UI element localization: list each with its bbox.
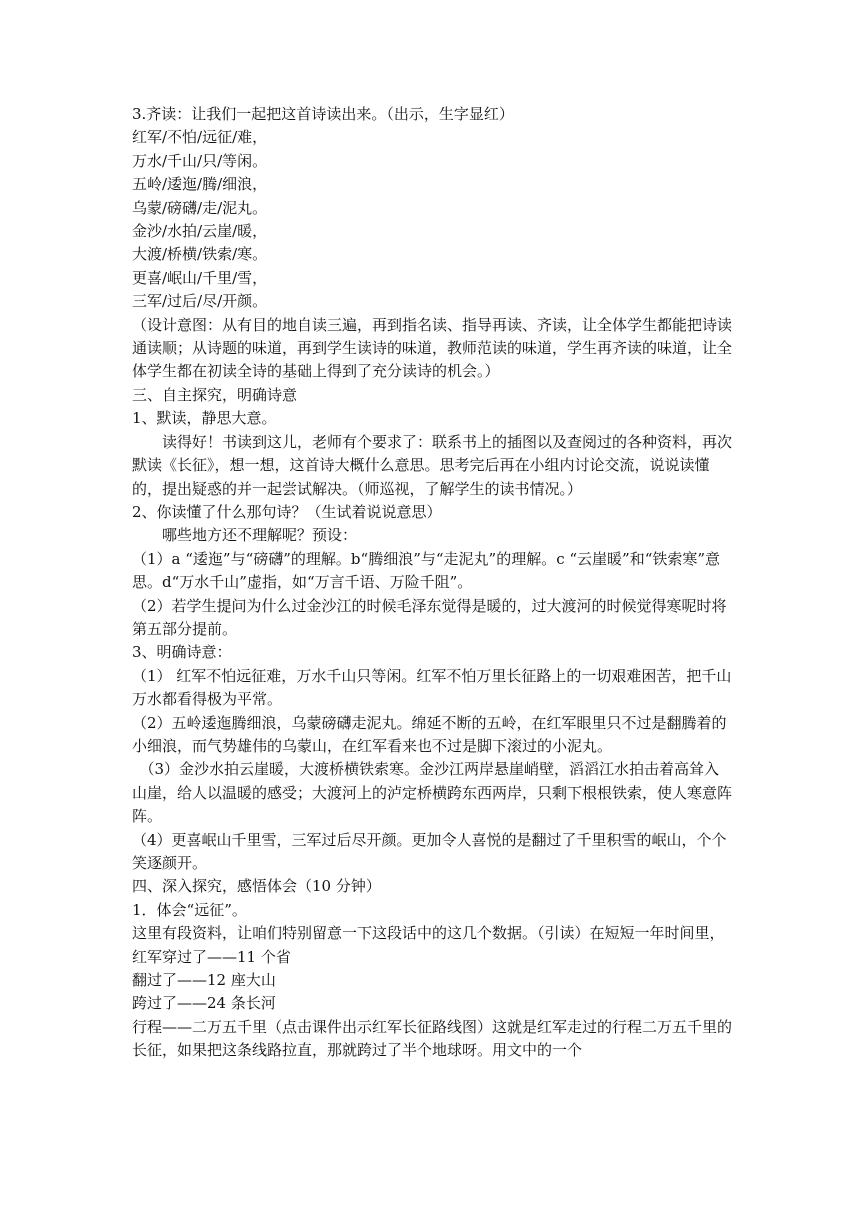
subsection-heading: 1．体会“远征”。 (132, 900, 247, 919)
list-item: （4）更喜岷山千里雪，三军过后尽开颜。更加令人喜悦的是翻过了千里积雪的岷山，个个笑逐颜开。 (132, 830, 727, 872)
step-3-heading: 3.齐读：让我们一起把这首诗读出来。（出示，生字显红） (132, 105, 514, 123)
poem-line: 金沙/水拍/云崖/暖， (132, 222, 268, 241)
poem-line: 大渡/桥横/铁索/寒。 (132, 245, 268, 264)
data-line: 红军穿过了——11 个省 (132, 947, 291, 966)
list-item: （1） 红军不怕远征难，万水千山只等闲。红军不怕万里长征路上的一切艰难困苦，把千山万水都看得极为平常。 (132, 666, 732, 709)
poem-line: 三军/过后/尽/开颜。 (132, 292, 268, 311)
body-paragraph: 哪些地方还不理解呢？预设： (162, 526, 358, 545)
list-item: （1）a “逶迤”与“磅礴”的理解。b“腾细浪”与“走泥丸”的理解。c “云崖暖”和“铁索寒”意思。d“万水千山”虚指，如“万言千语、万险千阻”。 (132, 549, 721, 592)
poem-line: 乌蒙/磅礴/走/泥丸。 (132, 198, 268, 217)
section-3-heading: 三、自主探究，明确诗意 (132, 385, 298, 404)
subsection-heading: 1、默读，静思大意。 (132, 409, 277, 428)
section-4-heading: 四、深入探究，感悟体会（10 分钟） (132, 877, 381, 896)
poem-line: 红军/不怕/远征/难， (132, 128, 268, 147)
body-paragraph: 读得好！书读到这儿，老师有个要求了：联系书上的插图以及查阅过的各种资料，再次默读《长征》，想一想，这首诗大概什么意思。思考完后再在小组内讨论交流，说说读懂的，提出疑惑的并一起尝试解决。（师巡视，了解学生的读书情况。） (132, 432, 733, 498)
body-paragraph: 这里有段资料，让咱们特别留意一下这段话中的这几个数据。（引读）在短短一年时间里， (132, 924, 725, 943)
poem-line: 万水/千山/只/等闲。 (132, 151, 268, 170)
poem-line: 五岭/逶迤/腾/细浪， (132, 175, 268, 194)
document-page (132, 103, 732, 1063)
list-item: （3）金沙水拍云崖暖，大渡桥横铁索寒。金沙江两岸悬崖峭壁，滔滔江水拍击着高耸入山崖，给人以温暖的感受；大渡河上的泸定桥横跨东西两岸，只剩下根根铁索，使人寒意阵阵。 (132, 760, 733, 826)
design-intent-paragraph: （设计意图：从有目的地自读三遍，再到指名读、指导再读、齐读，让全体学生都能把诗读通读顺；从诗题的味道，再到学生读诗的味道，教师范读的味道，学生再齐读的味道，让全体学生都在初读全诗的基础上得到了充分读诗的机会。） (132, 315, 733, 381)
data-line: 翻过了——12 座大山 (132, 971, 276, 990)
list-item: （2）五岭逶迤腾细浪，乌蒙磅礴走泥丸。绵延不断的五岭，在红军眼里只不过是翻腾着的小细浪，而气势雄伟的乌蒙山，在红军看来也不过是脚下滚过的小泥丸。 (132, 713, 727, 755)
list-item: （2）若学生提问为什么过金沙江的时候毛泽东觉得是暖的，过大渡河的时候觉得寒呢时将第五部分提前。 (132, 596, 727, 638)
subsection-heading: 3、明确诗意： (132, 643, 232, 662)
data-line: 跨过了——24 条长河 (132, 994, 276, 1013)
poem-line: 更喜/岷山/千里/雪， (132, 268, 268, 287)
body-paragraph: 行程——二万五千里（点击课件出示红军长征路线图）这就是红军走过的行程二万五千里的长征，如果把这条线路拉直，那就跨过了半个地球呀。用文中的一个 (132, 1017, 733, 1060)
subsection-heading: 2、你读懂了什么那句诗？（生试着说说意思） (132, 502, 442, 521)
